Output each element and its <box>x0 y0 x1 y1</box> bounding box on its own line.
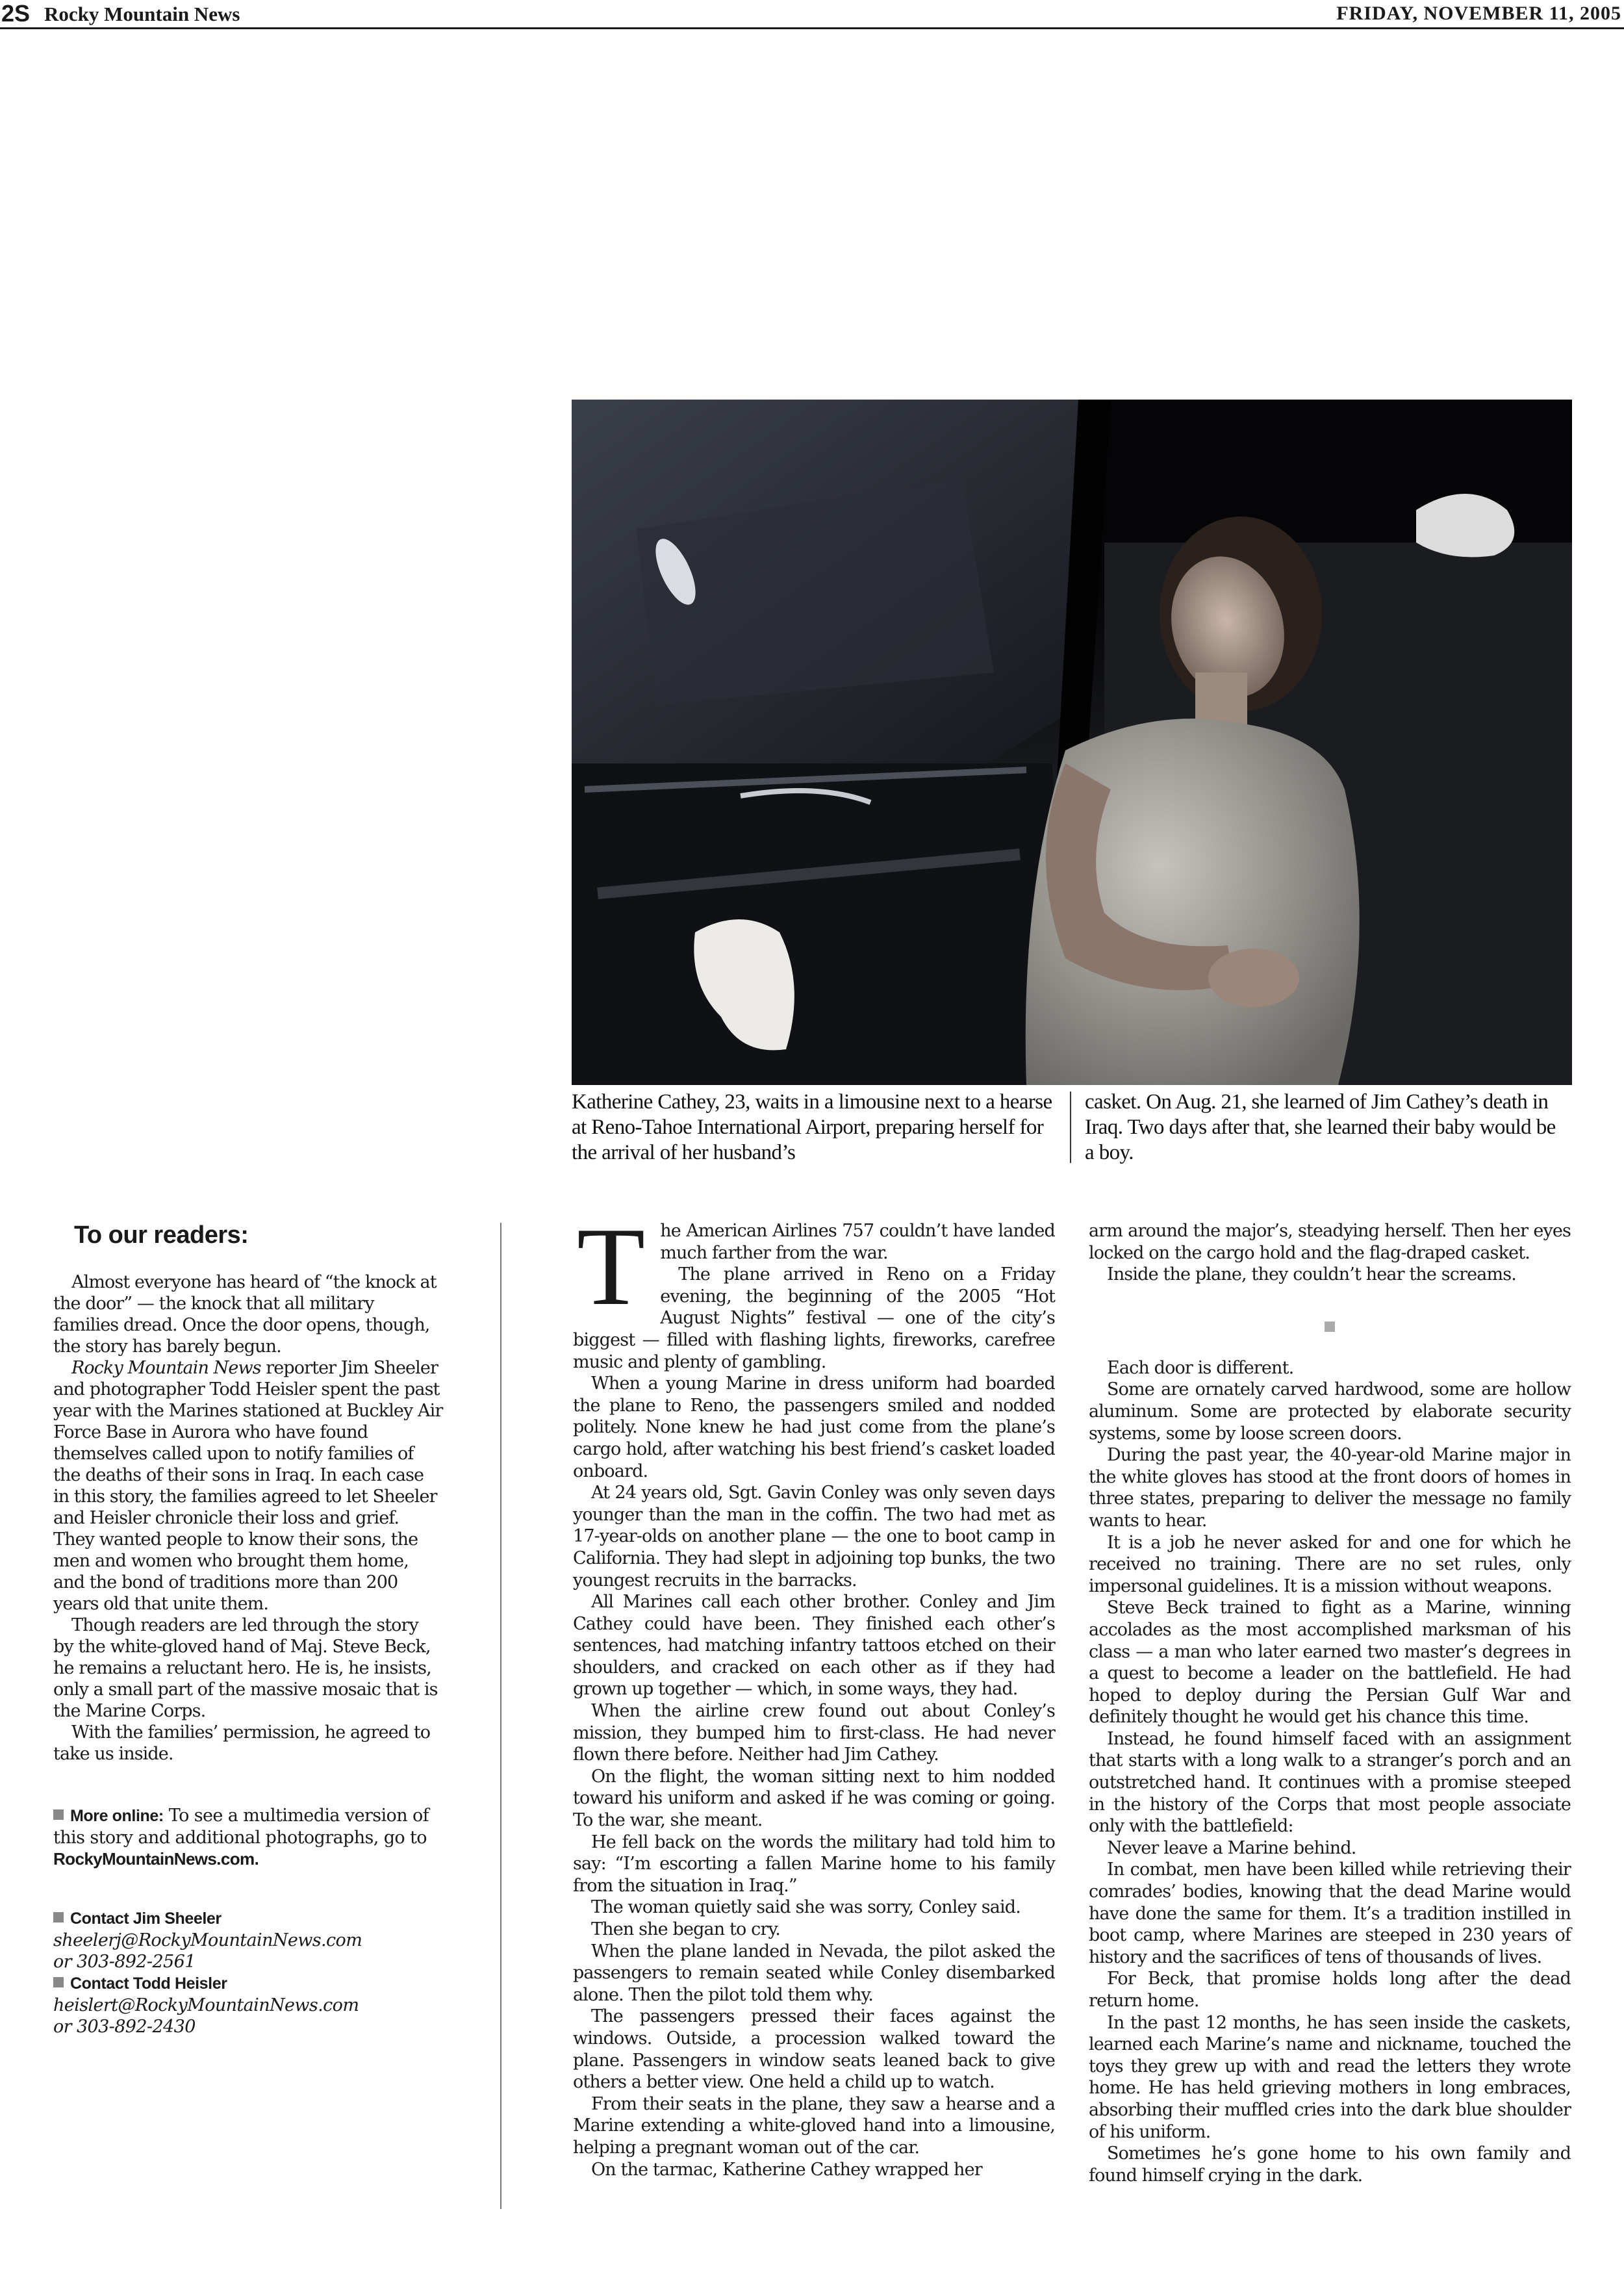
article-paragraph: When the airline crew found out about Conley’s mission, they bumped him to first-class. He had never flown there before. Neither had Jim Cathey. <box>573 1701 1055 1765</box>
photo-katherine-cathey-limousine <box>572 400 1572 1085</box>
article-paragraph: arm around the major’s, steadying herself. Then her eyes locked on the cargo hold and the flag-draped casket. <box>1089 1221 1571 1263</box>
article-paragraph: Instead, he found himself faced with an assignment that starts with a long walk to a stranger’s porch and an outstretched hand. It continues with a promise steeped in the history of the Corps that most people associate only with the battlefield: <box>1089 1728 1571 1837</box>
issue-date: FRIDAY, NOVEMBER 11, 2005 <box>1336 3 1621 24</box>
sidebar-paragraph-text: reporter Jim Sheeler and photographer Todd Heisler spent the past year with the Marines stationed at Buckley Air Force Base in Aurora who have found themselves called upon to notify families of the deaths of their sons in Iraq. In each case in this story, the families agreed to let Sheeler and Heisler chronicle their loss and grief. They wanted people to know their sons, the men and women who brought them home, and the bond of traditions more than 200 years old that unite them. <box>53 1358 443 1614</box>
section-break <box>1089 1316 1571 1329</box>
article-paragraph: Each door is different. <box>1107 1357 1294 1378</box>
sidebar-paragraph <box>53 1357 443 1615</box>
article-paragraph: Never leave a Marine behind. <box>1107 1837 1356 1858</box>
caption-divider <box>1070 1092 1071 1163</box>
article-paragraph: All Marines call each other brother. Conley and Jim Cathey could have been. They finished each other’s sentences, had matching infantry tattoos etched on their shoulders, and cracked on each other as if they had grown up together — which, in some ways, they had. <box>573 1592 1055 1700</box>
article-paragraph: On the tarmac, Katherine Cathey wrapped her <box>591 2159 982 2180</box>
article-column-1 <box>573 1205 1055 2180</box>
contact-phone: or 303-892-2561 <box>53 1952 196 1972</box>
article-paragraph: Sometimes he’s gone home to his own family and found himself crying in the dark. <box>1089 2143 1571 2186</box>
contact-label-line <box>53 1908 443 1930</box>
photo-caption-left: Katherine Cathey, 23, waits in a limousine next to a hearse at Reno-Tahoe International Airport, preparing herself for the arrival of her husband’s <box>572 1090 1052 1164</box>
article-paragraph: Inside the plane, they couldn’t hear the screams. <box>1107 1264 1516 1285</box>
drop-cap: T <box>577 1205 645 1329</box>
photo-illustration <box>572 400 1572 1085</box>
article-paragraph: Some are ornately carved hardwood, some are hollow aluminum. Some are protected by elaborate security systems, some by loose screen doors. <box>1089 1379 1571 1444</box>
sidebar-paragraph: Though readers are led through the story by the white-gloved hand of Maj. Steve Beck, he remains a reluctant hero. He is, he insists, only a small part of the massive mosaic that is the Marine Corps. <box>53 1615 438 1721</box>
article-paragraph: In the past 12 months, he has seen inside the caskets, learned each Marine’s name and nickname, touched the toys they grew up with and read the letters they wrote home. He has held grieving mothers in long embraces, absorbing their muffled cries into the dark blue shoulder of his uniform. <box>1089 2012 1571 2142</box>
sidebar-paragraph: With the families’ permission, he agreed to take us inside. <box>53 1722 431 1764</box>
article-paragraph: he American Airlines 757 couldn’t have landed much farther from the war. <box>660 1221 1055 1263</box>
article-paragraph: It is a job he never asked for and one for which he received no training. There are no set rules, only impersonal guidelines. It is a mission without weapons. <box>1089 1532 1571 1596</box>
more-online-block <box>53 1805 443 1870</box>
article-paragraph: The passengers pressed their faces against the windows. Outside, a procession walked toward the plane. Passengers in window seats leaned back to give others a better view. One held a child up to watch. <box>573 2006 1055 2093</box>
contact-email[interactable]: sheelerj@RockyMountainNews.com <box>53 1930 362 1950</box>
to-our-readers-sidebar <box>53 1221 443 2038</box>
article-paragraph: Steve Beck trained to fight as a Marine, winning accolades as the most accomplished marksman of his class — a man who later earned two master’s degrees in a quest to become a leader on the battlefield. He had hoped to deploy during the Persian Gulf War and definitely thought he would get his chance this time. <box>1089 1598 1571 1728</box>
contact-label: Contact Todd Heisler <box>70 1974 227 1993</box>
article-paragraph: For Beck, that promise holds long after the dead return home. <box>1089 1969 1571 2011</box>
sidebar-paragraph: Almost everyone has heard of “the knock at the door” — the knock that all military families dread. Once the door opens, though, the story has barely begun. <box>53 1272 437 1357</box>
bullet-icon <box>53 1912 64 1923</box>
more-online-line <box>53 1805 443 1848</box>
sidebar-title: To our readers: <box>74 1221 249 1249</box>
photo-caption-right: casket. On Aug. 21, she learned of Jim Cathey’s death in Iraq. Two days after that, she learned their baby would be a boy. <box>1085 1090 1556 1164</box>
page-number: 2S <box>1 0 31 27</box>
article-paragraph: When the plane landed in Nevada, the pilot asked the passengers to remain seated while Conley disembarked alone. Then the pilot told them why. <box>573 1941 1055 2005</box>
contact-email[interactable]: heislert@RockyMountainNews.com <box>53 1995 359 2015</box>
article-paragraph: Then she began to cry. <box>591 1919 781 1939</box>
article-paragraph: The woman quietly said she was sorry, Conley said. <box>591 1897 1021 1918</box>
contact-label: Contact Jim Sheeler <box>70 1910 222 1928</box>
contact-block <box>53 1908 443 2038</box>
section-break-icon <box>1325 1322 1335 1332</box>
article-paragraph: From their seats in the plane, they saw a hearse and a Marine extending a white-gloved hand into a limousine, helping a pregnant woman out of the car. <box>573 2093 1055 2158</box>
sidebar-divider <box>500 1223 501 2209</box>
publication-italic: Rocky Mountain News <box>71 1358 261 1378</box>
more-online-label: More online: <box>70 1807 164 1825</box>
contact-phone: or 303-892-2430 <box>53 2017 196 2037</box>
article-paragraph: On the flight, the woman sitting next to him nodded toward his uniform and asked if he was coming or going. To the war, she meant. <box>573 1766 1055 1831</box>
more-online-link[interactable]: RockyMountainNews.com. <box>53 1849 259 1869</box>
article-paragraph: At 24 years old, Sgt. Gavin Conley was only seven days younger than the man in the coffin. The two had met as 17-year-olds on another plane — the one to boot camp in California. They had slept in adjoining top bunks, the two youngest recruits in the barracks. <box>573 1483 1055 1591</box>
bullet-icon <box>53 1809 64 1820</box>
article-paragraph: He fell back on the words the military had told him to say: “I’m escorting a fallen Marine home to his family from the situation in Iraq.” <box>573 1832 1055 1896</box>
article-paragraph: The plane arrived in Reno on a Friday evening, the beginning of the 2005 “Hot August Nights” festival — one of the city’s biggest — filled with flashing lights, fireworks, carefree music and plenty of gambling. <box>573 1264 1055 1372</box>
contact-label-line <box>53 1973 443 1995</box>
more-online-text: To see a multimedia version of this story and additional photographs, go to <box>53 1806 429 1848</box>
article-paragraph: When a young Marine in dress uniform had boarded the plane to Reno, the passengers smiled and nodded politely. None knew he had just come from the plane’s cargo hold, after watching his best friend’s casket loaded onboard. <box>573 1373 1055 1481</box>
article-paragraph: During the past year, the 40-year-old Marine major in the white gloves has stood at the front doors of homes in three states, preparing to deliver the message no family wants to hear. <box>1089 1445 1571 1531</box>
bullet-icon <box>53 1977 64 1987</box>
masthead <box>0 0 1624 29</box>
article-paragraph: In combat, men have been killed while retrieving their comrades’ bodies, knowing that the dead Marine would have done the same for them. It’s a tradition instilled in boot camp, where Marines are steeped in 230 years of history and the sacrifices of tens of thousands of lives. <box>1089 1859 1571 1967</box>
article-column-2 <box>1089 1220 1571 2186</box>
publication-name: Rocky Mountain News <box>44 3 240 25</box>
